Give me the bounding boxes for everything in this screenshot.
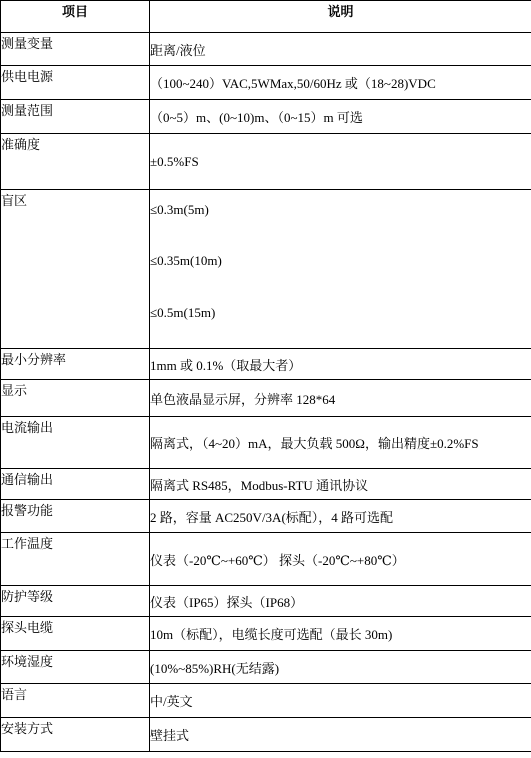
row-value: 隔离式 RS485，Modbus-RTU 通讯协议 bbox=[150, 469, 531, 500]
blind-zone-15m: ≤0.5m(15m) bbox=[150, 305, 216, 320]
table-row bbox=[1, 66, 531, 100]
table-row bbox=[1, 586, 531, 617]
row-key: 工作温度 bbox=[1, 533, 150, 586]
row-key: 报警功能 bbox=[1, 500, 150, 533]
row-key: 环境湿度 bbox=[1, 651, 150, 684]
row-key: 语言 bbox=[1, 684, 150, 718]
table-row bbox=[1, 190, 531, 349]
row-value: （0~5）m、(0~10)m、（0~15）m 可选 bbox=[150, 100, 531, 134]
row-value: 壁挂式 bbox=[150, 718, 531, 752]
blind-zone-5m: ≤0.3m(5m) bbox=[150, 202, 209, 217]
table-row bbox=[1, 684, 531, 718]
row-key: 测量变量 bbox=[1, 33, 150, 66]
row-key: 通信输出 bbox=[1, 469, 150, 500]
row-key: 最小分辨率 bbox=[1, 349, 150, 380]
table-row bbox=[1, 417, 531, 469]
row-key: 盲区 bbox=[1, 190, 150, 349]
row-value: 仪表（-20℃~+60℃） 探头（-20℃~+80℃） bbox=[150, 533, 531, 586]
row-value: 中/英文 bbox=[150, 684, 531, 718]
row-value: 距离/液位 bbox=[150, 33, 531, 66]
table-row bbox=[1, 469, 531, 500]
row-value: 隔离式，（4~20）mA，最大负载 500Ω，输出精度±0.2%FS bbox=[150, 417, 531, 469]
table-row bbox=[1, 380, 531, 417]
table-row bbox=[1, 33, 531, 66]
table-row bbox=[1, 617, 531, 651]
row-value: ±0.5%FS bbox=[150, 134, 531, 190]
row-value: （100~240）VAC,5WMax,50/60Hz 或（18~28)VDC bbox=[150, 66, 531, 100]
row-key: 防护等级 bbox=[1, 586, 150, 617]
row-value: 2 路，容量 AC250V/3A(标配），4 路可选配 bbox=[150, 500, 531, 533]
row-key: 准确度 bbox=[1, 134, 150, 190]
row-value: 1mm 或 0.1%（取最大者） bbox=[150, 349, 531, 380]
row-value: 单色液晶显示屏，分辨率 128*64 bbox=[150, 380, 531, 417]
row-value: 仪表（IP65）探头（IP68） bbox=[150, 586, 531, 617]
row-key: 测量范围 bbox=[1, 100, 150, 134]
row-key: 供电电源 bbox=[1, 66, 150, 100]
table-row bbox=[1, 500, 531, 533]
header-item: 项目 bbox=[1, 1, 150, 33]
table-row bbox=[1, 533, 531, 586]
row-key: 电流输出 bbox=[1, 417, 150, 469]
table-row bbox=[1, 100, 531, 134]
table-header-row bbox=[1, 1, 531, 33]
table-row bbox=[1, 134, 531, 190]
blind-zone-10m: ≤0.35m(10m) bbox=[150, 253, 222, 268]
row-value: (10%~85%)RH(无结露) bbox=[150, 651, 531, 684]
row-key: 探头电缆 bbox=[1, 617, 150, 651]
header-description: 说明 bbox=[150, 1, 531, 33]
row-key: 显示 bbox=[1, 380, 150, 417]
table-row bbox=[1, 651, 531, 684]
row-value: 10m（标配），电缆长度可选配（最长 30m) bbox=[150, 617, 531, 651]
row-key: 安装方式 bbox=[1, 718, 150, 752]
table-row bbox=[1, 349, 531, 380]
row-value bbox=[150, 190, 531, 349]
table-row bbox=[1, 718, 531, 752]
